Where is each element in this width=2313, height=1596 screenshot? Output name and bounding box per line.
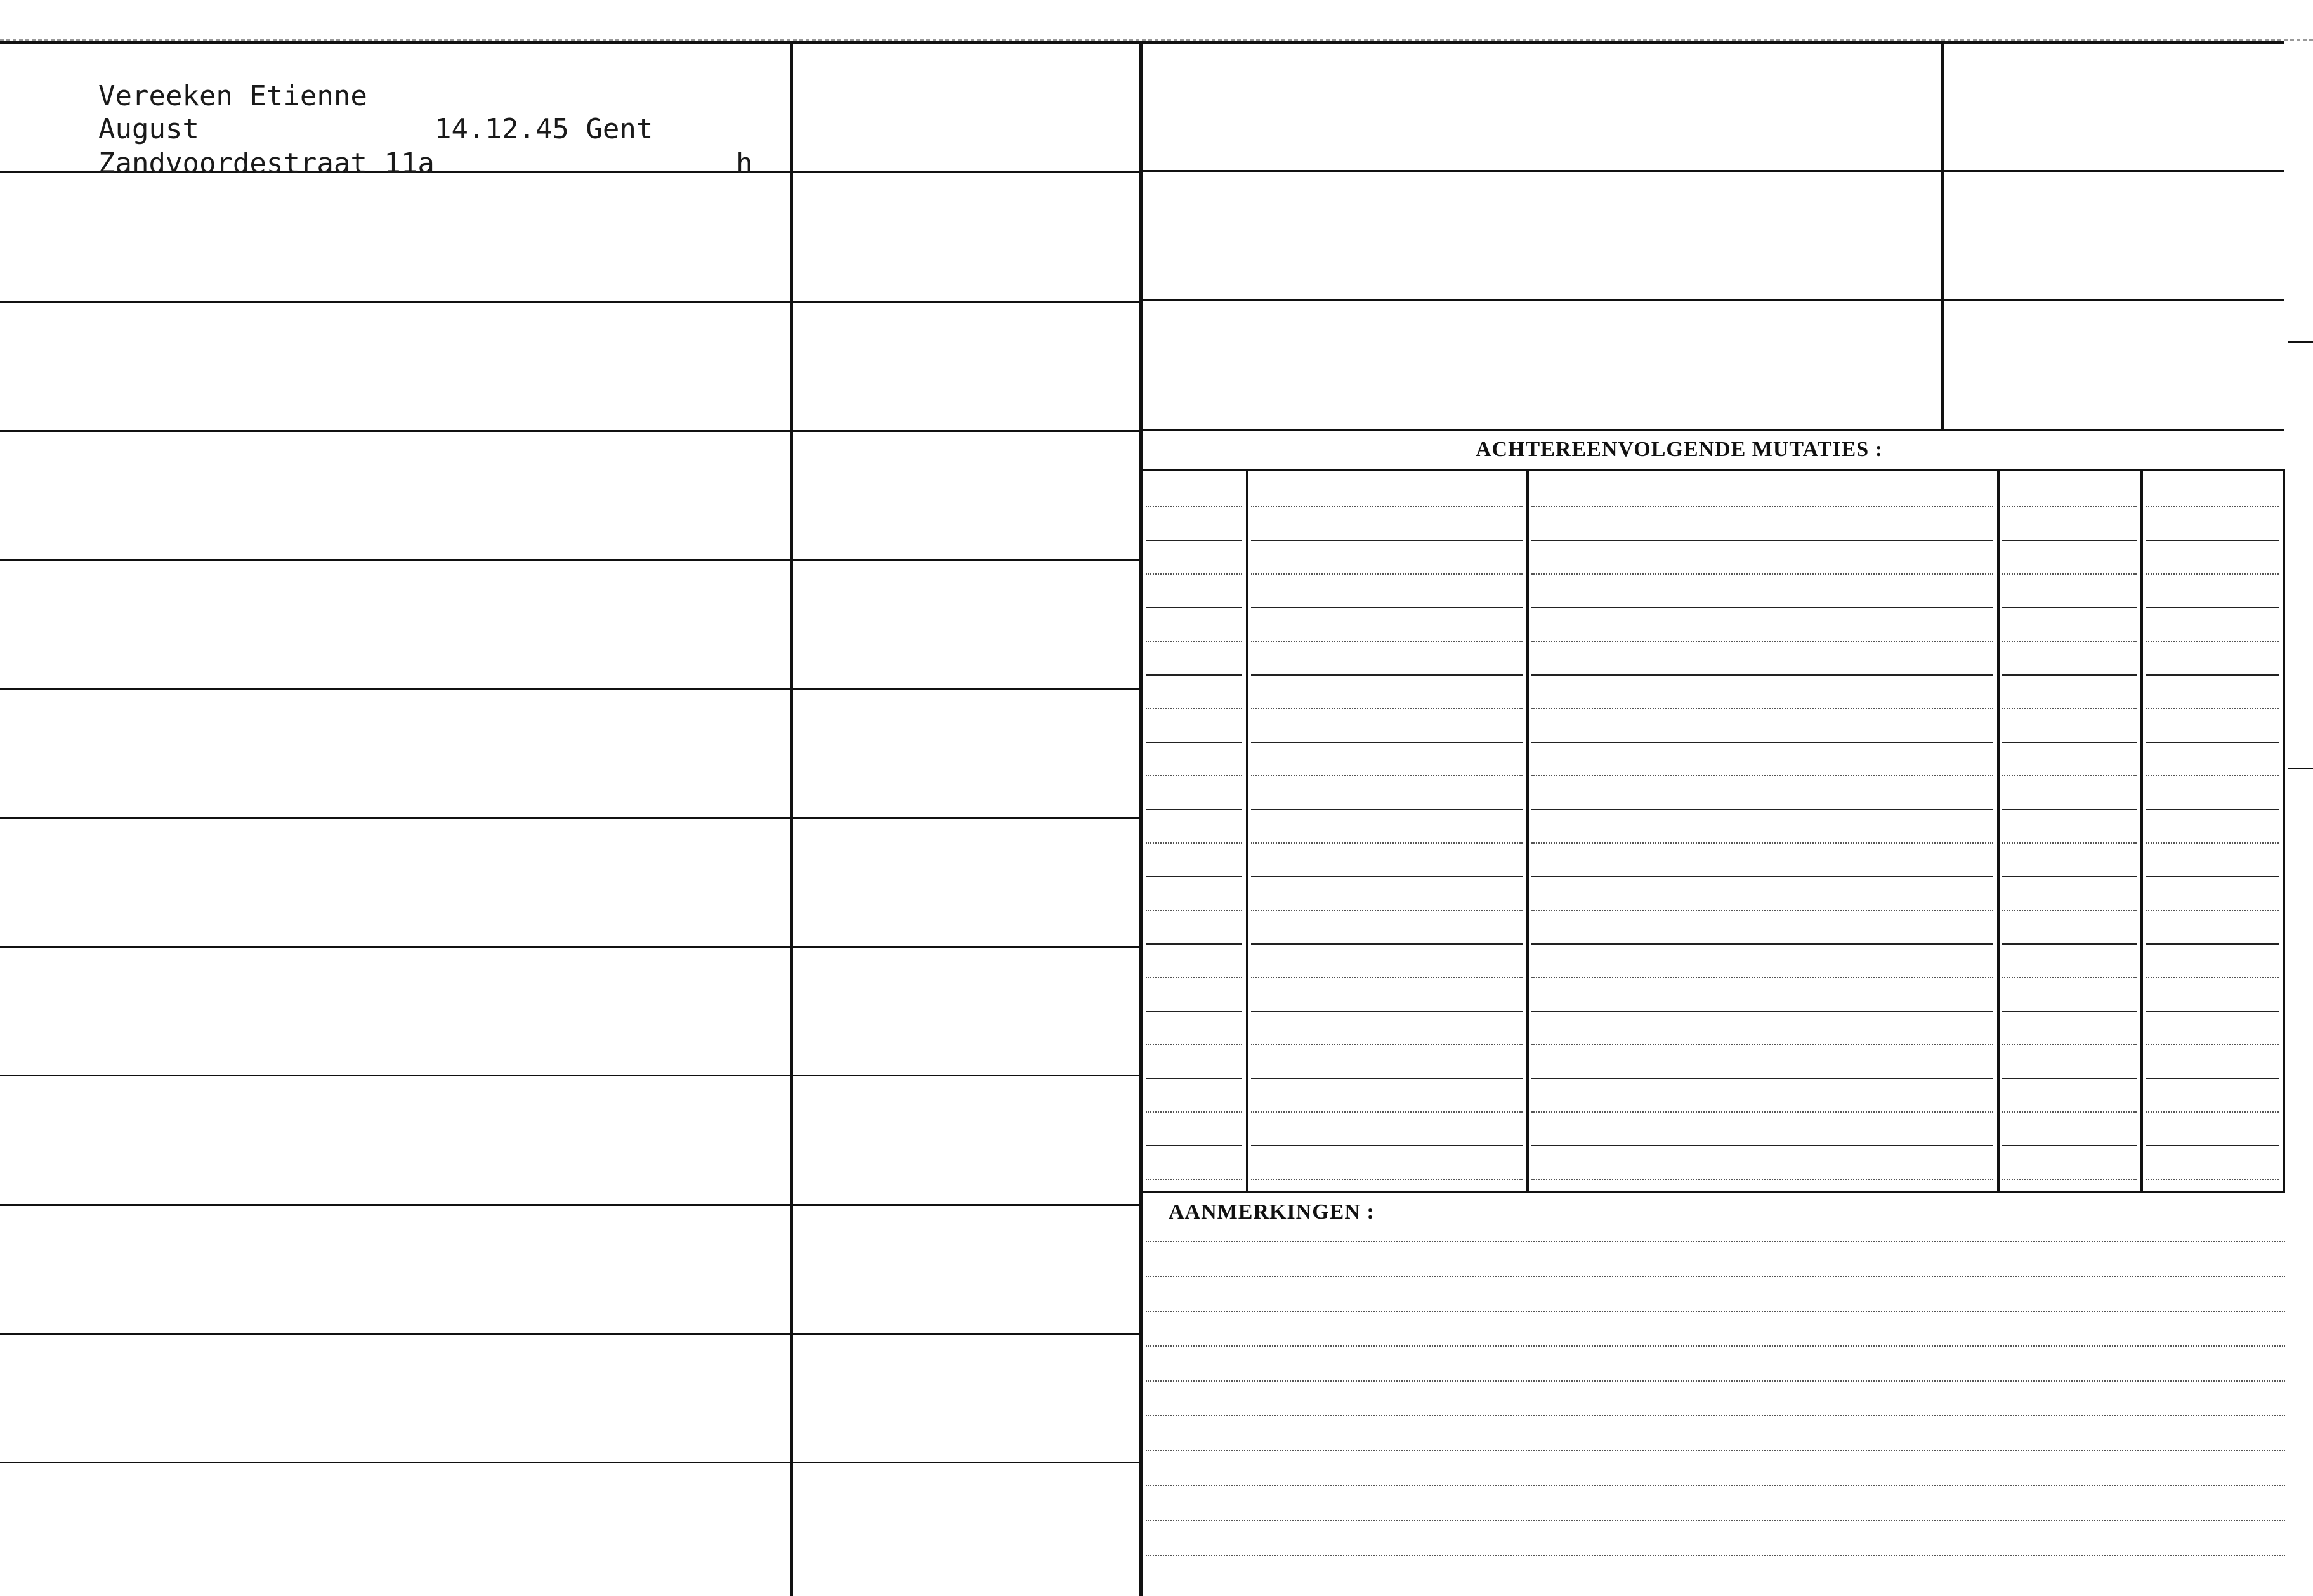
mutation-rule-line	[1146, 708, 1242, 709]
torn-top-edge	[0, 0, 2313, 41]
mutation-rule-line	[2002, 540, 2137, 541]
mutations-title: ACHTEREENVOLGENDE MUTATIES :	[1476, 438, 1883, 461]
mutation-rule-line	[2146, 977, 2279, 978]
register-row-line	[0, 1462, 1142, 1463]
remark-rule-line	[1146, 1520, 2285, 1521]
mutation-rule-line	[2002, 910, 2137, 911]
register-row-line	[0, 1075, 1142, 1076]
mutation-rule-line	[1146, 1111, 1242, 1113]
mutation-rule-line	[1531, 742, 1993, 743]
mutation-rule-line	[1251, 910, 1523, 911]
mutation-rule-line	[2146, 540, 2279, 541]
mutation-rule-line	[1146, 1011, 1242, 1012]
mutation-rule-line	[1531, 943, 1993, 945]
mutation-rule-line	[1146, 1145, 1242, 1146]
mutation-rule-line	[1531, 809, 1993, 810]
mutation-rule-line	[1531, 607, 1993, 608]
mutation-rule-line	[1146, 842, 1242, 844]
mutation-rule-line	[1251, 1078, 1523, 1079]
mutation-rule-line	[1531, 641, 1993, 642]
mutations-column-line	[2283, 469, 2285, 1193]
mutation-rule-line	[2002, 1111, 2137, 1113]
mutation-rule-line	[1146, 506, 1242, 507]
mutation-rule-line	[2146, 607, 2279, 608]
mutation-rule-line	[1146, 809, 1242, 810]
mutation-rule-line	[2146, 742, 2279, 743]
mutation-rule-line	[1531, 977, 1993, 978]
remark-rule-line	[1146, 1345, 2285, 1347]
register-row-line	[0, 1333, 1142, 1335]
mutation-rule-line	[1531, 1179, 1993, 1180]
mutation-rule-line	[1251, 540, 1523, 541]
mutation-rule-line	[2002, 674, 2137, 676]
center-divider	[1139, 42, 1143, 1596]
mutation-rule-line	[2146, 1011, 2279, 1012]
mutation-rule-line	[1251, 1145, 1523, 1146]
mutation-rule-line	[1531, 910, 1993, 911]
mutation-rule-line	[1146, 1078, 1242, 1079]
mutation-rule-line	[2002, 506, 2137, 507]
mutation-rule-line	[1251, 1011, 1523, 1012]
mutation-rule-line	[2146, 809, 2279, 810]
mutation-rule-line	[2002, 842, 2137, 844]
mutation-rule-line	[2146, 842, 2279, 844]
mutation-rule-line	[1531, 1145, 1993, 1146]
mutation-rule-line	[1251, 977, 1523, 978]
mutation-rule-line	[2002, 1044, 2137, 1045]
mutation-rule-line	[2146, 1179, 2279, 1180]
register-row-line	[0, 1204, 1142, 1206]
mutation-rule-line	[2002, 876, 2137, 877]
right-top-row-line	[1142, 170, 2284, 172]
mutation-rule-line	[1531, 1044, 1993, 1045]
mutation-rule-line	[1146, 1044, 1242, 1045]
mutation-rule-line	[2146, 775, 2279, 776]
mutation-rule-line	[1146, 910, 1242, 911]
remark-rule-line	[1146, 1555, 2285, 1556]
mutation-rule-line	[2146, 506, 2279, 507]
mutation-rule-line	[1531, 1011, 1993, 1012]
mutation-rule-line	[2146, 876, 2279, 877]
mutation-rule-line	[1251, 1111, 1523, 1113]
entry-address: Zandvoordestraat 11a	[98, 147, 435, 180]
mutation-rule-line	[2002, 573, 2137, 575]
mutation-rule-line	[1146, 876, 1242, 877]
mutation-rule-line	[1146, 1179, 1242, 1180]
mutation-rule-line	[1251, 809, 1523, 810]
mutation-rule-line	[2002, 742, 2137, 743]
mutation-rule-line	[2002, 1145, 2137, 1146]
register-row-line	[0, 301, 1142, 303]
register-row-line	[0, 430, 1142, 432]
mutation-rule-line	[2146, 641, 2279, 642]
mutation-rule-line	[1531, 674, 1993, 676]
right-top-divider	[1941, 42, 1944, 430]
mutation-rule-line	[1251, 742, 1523, 743]
entry-birth: 14.12.45 Gent	[435, 113, 653, 145]
mutation-rule-line	[1146, 742, 1242, 743]
register-row-line	[0, 688, 1142, 690]
register-row-line	[0, 817, 1142, 819]
mutations-bottom-line	[1142, 1191, 2285, 1193]
mutation-rule-line	[2002, 708, 2137, 709]
mutation-rule-line	[1146, 977, 1242, 978]
mutation-rule-line	[1531, 506, 1993, 507]
mutation-rule-line	[2146, 1044, 2279, 1045]
mutation-rule-line	[1251, 573, 1523, 575]
mutation-rule-line	[2002, 1179, 2137, 1180]
mutation-rule-line	[1251, 708, 1523, 709]
remark-rule-line	[1146, 1485, 2285, 1486]
mutation-rule-line	[1251, 943, 1523, 945]
mutation-rule-line	[2146, 943, 2279, 945]
mutation-rule-line	[1146, 573, 1242, 575]
mutation-rule-line	[2002, 809, 2137, 810]
mutation-rule-line	[1146, 674, 1242, 676]
edge-tick	[2288, 768, 2313, 769]
mutation-rule-line	[2002, 977, 2137, 978]
mutation-rule-line	[1531, 573, 1993, 575]
remarks-title: AANMERKINGEN :	[1169, 1200, 1375, 1224]
mutation-rule-line	[2002, 775, 2137, 776]
remark-rule-line	[1146, 1380, 2285, 1382]
remark-rule-line	[1146, 1276, 2285, 1277]
mutation-rule-line	[2146, 1111, 2279, 1113]
mutation-rule-line	[1251, 842, 1523, 844]
entry-name: Vereeken Etienne	[98, 80, 367, 112]
mutation-rule-line	[2146, 1145, 2279, 1146]
mutation-rule-line	[1146, 775, 1242, 776]
mutations-column-line	[1526, 469, 1529, 1193]
mutation-rule-line	[1146, 641, 1242, 642]
mutation-rule-line	[2002, 607, 2137, 608]
mutation-rule-line	[1251, 641, 1523, 642]
register-row-line	[0, 559, 1142, 561]
mutation-rule-line	[2146, 708, 2279, 709]
mutation-rule-line	[1251, 674, 1523, 676]
mutation-rule-line	[2146, 910, 2279, 911]
left-column-divider	[790, 42, 793, 1596]
mutations-column-line	[2140, 469, 2143, 1193]
edge-tick	[2288, 341, 2313, 343]
mutations-column-line	[1246, 469, 1248, 1193]
mutation-rule-line	[2002, 943, 2137, 945]
entry-marker: h	[736, 147, 753, 180]
entry-given-name: August	[98, 113, 199, 145]
remark-rule-line	[1146, 1415, 2285, 1416]
mutation-rule-line	[1531, 540, 1993, 541]
mutation-rule-line	[2146, 674, 2279, 676]
mutation-rule-line	[1531, 876, 1993, 877]
mutation-rule-line	[1251, 876, 1523, 877]
mutation-rule-line	[1251, 607, 1523, 608]
mutation-rule-line	[1251, 506, 1523, 507]
mutation-rule-line	[1251, 1044, 1523, 1045]
mutation-rule-line	[1251, 775, 1523, 776]
right-top-row-line	[1142, 429, 2284, 431]
mutation-rule-line	[1146, 607, 1242, 608]
mutation-rule-line	[2146, 1078, 2279, 1079]
remark-rule-line	[1146, 1241, 2285, 1242]
remark-rule-line	[1146, 1450, 2285, 1451]
mutation-rule-line	[1251, 1179, 1523, 1180]
mutation-rule-line	[1146, 540, 1242, 541]
mutation-rule-line	[1146, 943, 1242, 945]
register-row-line	[0, 946, 1142, 948]
right-top-row-line	[1142, 299, 2284, 301]
mutation-rule-line	[2002, 1078, 2137, 1079]
mutation-rule-line	[1531, 1111, 1993, 1113]
remark-rule-line	[1146, 1311, 2285, 1312]
mutation-rule-line	[2146, 573, 2279, 575]
mutation-rule-line	[1531, 842, 1993, 844]
mutation-rule-line	[1531, 775, 1993, 776]
mutation-rule-line	[1531, 1078, 1993, 1079]
mutation-rule-line	[1531, 708, 1993, 709]
mutation-rule-line	[2002, 641, 2137, 642]
mutations-header-line	[1142, 469, 2285, 471]
mutations-column-line	[1997, 469, 2000, 1193]
mutation-rule-line	[2002, 1011, 2137, 1012]
